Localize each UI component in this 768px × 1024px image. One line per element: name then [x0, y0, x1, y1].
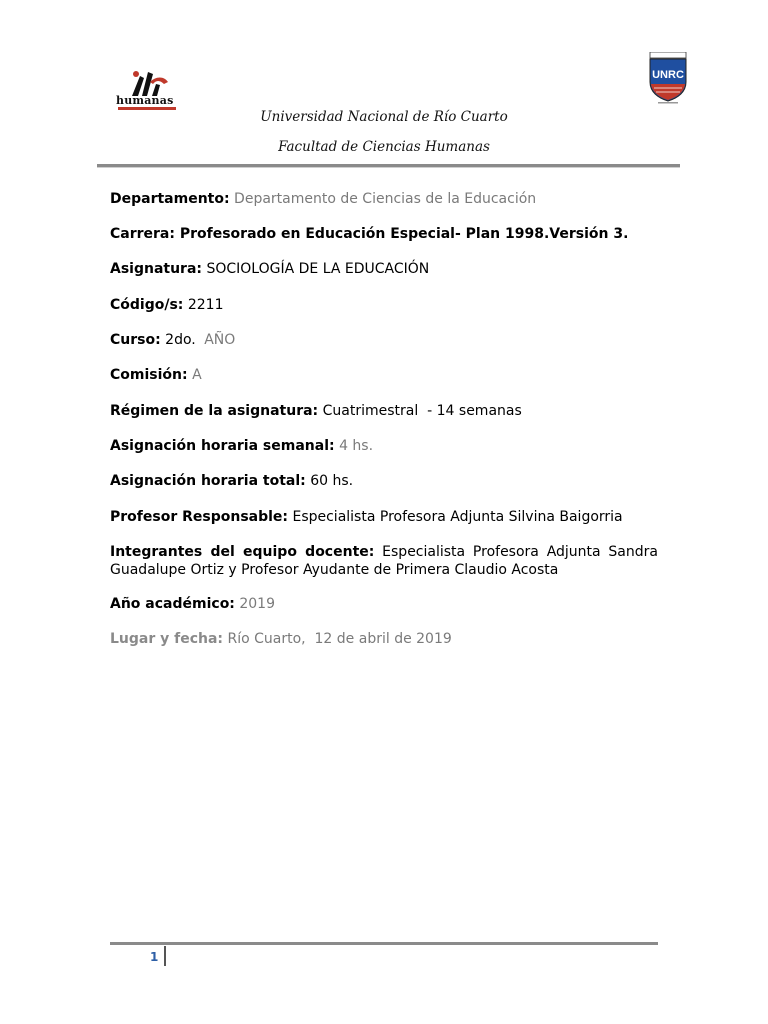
- horaria-semanal-label: Asignación horaria semanal:: [110, 438, 335, 454]
- regimen-value: Cuatrimestral - 14 semanas: [322, 403, 522, 419]
- field-comision: [110, 366, 660, 384]
- lugar-label: Lugar y fecha:: [110, 631, 224, 647]
- field-horaria-total: [110, 472, 660, 490]
- curso-label: Curso:: [110, 332, 161, 348]
- lugar-value: Río Cuarto, 12 de abril de 2019: [227, 631, 452, 647]
- field-departamento: [110, 190, 660, 208]
- field-curso: [110, 331, 660, 349]
- field-integrantes: [110, 543, 658, 579]
- carrera-label: Carrera: Profesorado en Educación Especial- Plan 1998.Versión 3.: [110, 226, 629, 242]
- profesor-label: Profesor Responsable:: [110, 509, 289, 525]
- profesor-value: Especialista Profesora Adjunta Silvina Baigorria: [292, 509, 623, 525]
- anio-value: 2019: [239, 596, 275, 612]
- field-horaria-semanal: [110, 437, 660, 455]
- curso-value: 2do.: [165, 332, 196, 348]
- field-carrera: [110, 225, 660, 243]
- footer-divider: [110, 942, 658, 945]
- comision-label: Comisión:: [110, 367, 188, 383]
- page-number: 1: [150, 950, 159, 964]
- codigo-value: 2211: [187, 297, 224, 313]
- anio-label: Año académico:: [110, 596, 235, 612]
- header-divider-shadow: [97, 167, 680, 168]
- field-asignatura: [110, 260, 660, 278]
- field-codigo: [110, 296, 660, 314]
- field-lugar-fecha: [110, 630, 660, 648]
- unrc-logo-text: UNRC: [652, 69, 684, 81]
- field-anio-academico: [110, 595, 660, 613]
- page-number-bar: [164, 946, 166, 966]
- asignatura-value: SOCIOLOGÍA DE LA EDUCACIÓN: [206, 261, 430, 277]
- curso-value-ano: AÑO: [204, 332, 236, 348]
- integrantes-value: Especialista Profesora Adjunta Sandra Guadalupe Ortiz y Profesor Ayudante de Primera Claudio Acosta: [110, 544, 658, 578]
- horaria-semanal-value: 4 hs.: [339, 438, 374, 454]
- asignatura-label: Asignatura:: [110, 261, 203, 277]
- humanas-logo-text: humanas: [116, 94, 174, 107]
- horaria-total-value: 60 hs.: [310, 473, 354, 489]
- field-regimen: [110, 402, 660, 420]
- comision-value: A: [192, 367, 202, 383]
- university-name: Universidad Nacional de Río Cuarto: [260, 109, 508, 125]
- unrc-logo: [648, 52, 688, 104]
- faculty-name: Facultad de Ciencias Humanas: [278, 139, 490, 155]
- codigo-label: Código/s:: [110, 297, 184, 313]
- departamento-label: Departamento:: [110, 191, 230, 207]
- horaria-total-label: Asignación horaria total:: [110, 473, 306, 489]
- regimen-label: Régimen de la asignatura:: [110, 403, 319, 419]
- integrantes-label: Integrantes del equipo docente:: [110, 544, 375, 560]
- field-profesor: [110, 508, 660, 526]
- departamento-value: Departamento de Ciencias de la Educación: [234, 191, 537, 207]
- humanas-logo: [116, 68, 180, 114]
